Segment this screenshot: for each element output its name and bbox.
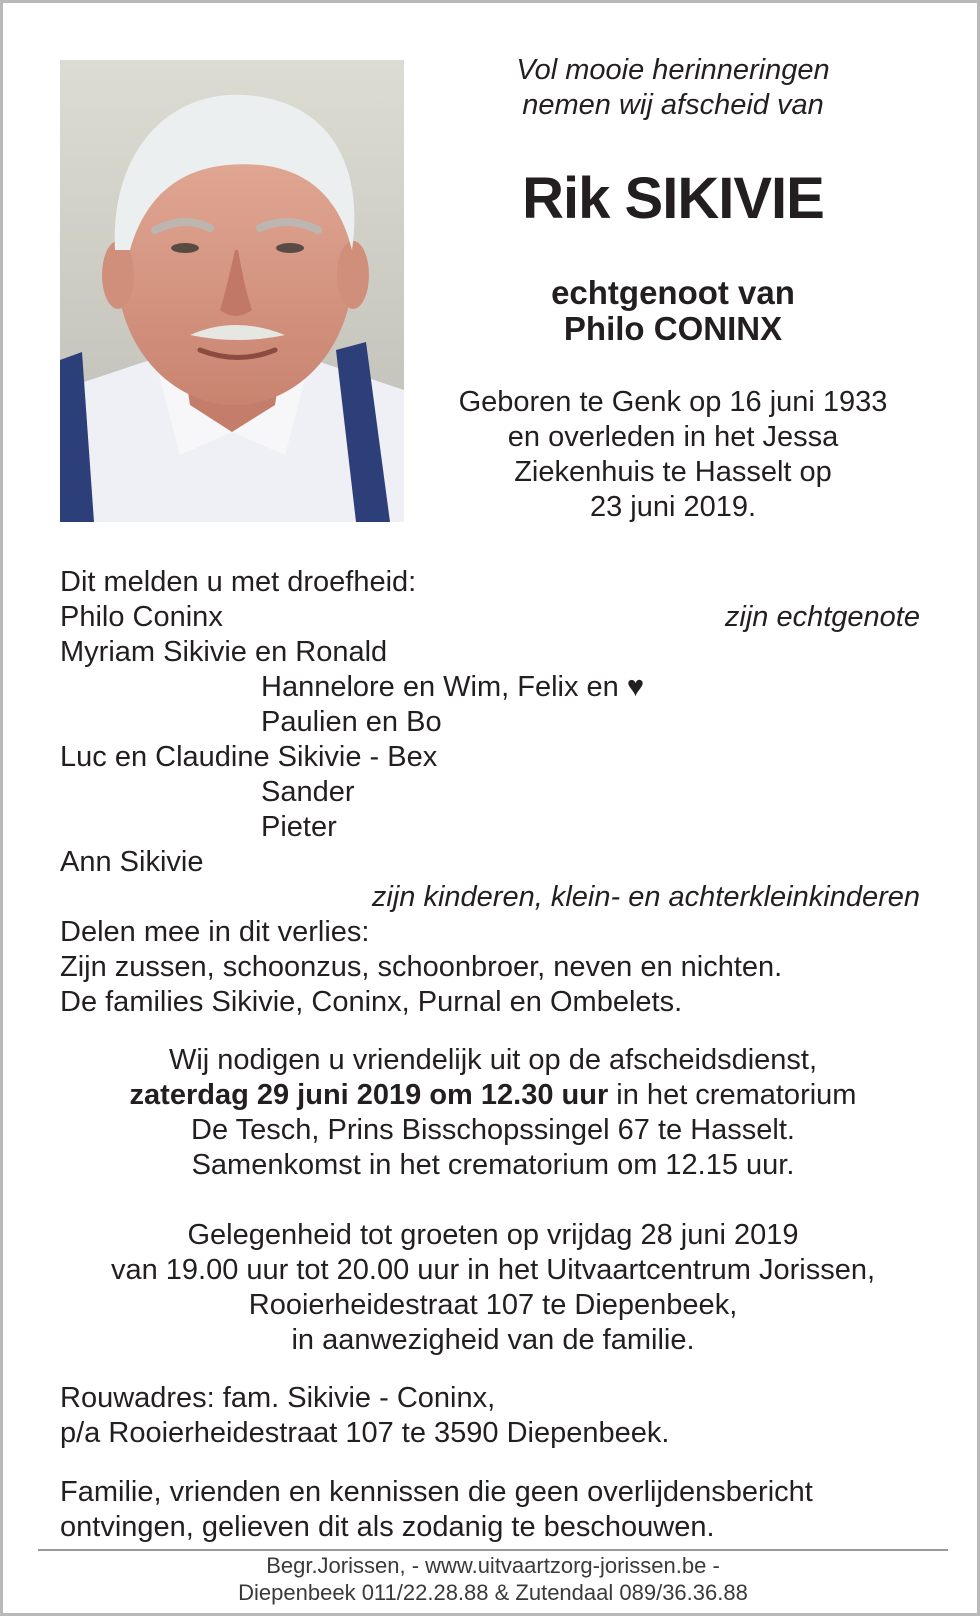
grandchild-3: Sander xyxy=(261,776,355,808)
spouse-name: Philo Coninx xyxy=(60,601,223,633)
birth-death-line-1: Geboren te Genk op 16 juni 1933 xyxy=(458,386,888,418)
grandchild-1: Hannelore en Wim, Felix en ♥ xyxy=(261,671,645,703)
families-line: De families Sikivie, Coninx, Purnal en Ombelets. xyxy=(60,986,683,1018)
mourning-address xyxy=(60,1381,940,1451)
intro-line-2: nemen wij afscheid van xyxy=(522,89,824,121)
intro-line-1: Vol mooie herinneringen xyxy=(516,54,830,86)
footer xyxy=(38,1552,948,1606)
birth-death-line-2: en overleden in het Jessa xyxy=(507,421,839,453)
ceremony-block xyxy=(33,1043,953,1358)
family-list xyxy=(60,565,920,1020)
ceremony-venue-intro: in het crematorium xyxy=(608,1079,857,1111)
child-3: Ann Sikivie xyxy=(60,846,204,878)
spouse-line-2: Philo CONINX xyxy=(563,310,783,347)
notice-block xyxy=(60,1475,940,1545)
visitation-line-4: in aanwezigheid van de familie. xyxy=(291,1324,695,1356)
child-2: Luc en Claudine Sikivie - Bex xyxy=(60,741,438,773)
portrait-illustration xyxy=(60,60,404,522)
visitation-line-3: Rooierheidestraat 107 te Diepenbeek, xyxy=(248,1289,738,1321)
footer-line-1: Begr.Jorissen, - www.uitvaartzorg-jorissen.be - xyxy=(266,1553,720,1578)
ceremony-line-4: Samenkomst in het crematorium om 12.15 uur. xyxy=(191,1149,795,1181)
footer-divider xyxy=(38,1549,948,1551)
birth-death-line-3: Ziekenhuis te Hasselt op xyxy=(514,456,832,488)
notice-line-2: ontvingen, gelieven dit als zodanig te beschouwen. xyxy=(60,1511,715,1543)
notice-line-1: Familie, vrienden en kennissen die geen overlijdensbericht xyxy=(60,1476,813,1508)
grandchild-4: Pieter xyxy=(261,811,337,843)
portrait-photo xyxy=(60,60,404,522)
ceremony-line-1: Wij nodigen u vriendelijk uit op de afscheidsdienst, xyxy=(168,1044,818,1076)
grandchild-2: Paulien en Bo xyxy=(261,706,442,738)
footer-line-2: Diepenbeek 011/22.28.88 & Zutendaal 089/36.36.88 xyxy=(238,1580,748,1605)
deceased-name: Rik SIKIVIE xyxy=(522,166,824,231)
child-1: Myriam Sikivie en Ronald xyxy=(60,636,388,668)
ceremony-datetime: zaterdag 29 juni 2019 om 12.30 uur xyxy=(129,1079,609,1111)
share-heading: Delen mee in dit verlies: xyxy=(60,916,370,948)
family-row-spouse xyxy=(60,600,920,635)
ceremony-line-2 xyxy=(33,1078,953,1113)
spouse-line-1: echtgenoot van xyxy=(551,274,795,311)
family-heading: Dit melden u met droefheid: xyxy=(60,566,417,598)
relatives-line: Zijn zussen, schoonzus, schoonbroer, neven en nichten. xyxy=(60,951,783,983)
ceremony-line-3: De Tesch, Prins Bisschopssingel 67 te Hasselt. xyxy=(191,1114,795,1146)
spouse-role: zijn echtgenote xyxy=(724,601,920,633)
address-line-2: p/a Rooierheidestraat 107 te 3590 Diepenbeek. xyxy=(60,1417,670,1449)
header-block xyxy=(423,53,923,525)
children-role: zijn kinderen, klein- en achterkleinkinderen xyxy=(371,881,920,913)
visitation-line-2: van 19.00 uur tot 20.00 uur in het Uitvaartcentrum Jorissen, xyxy=(110,1254,876,1286)
address-line-1: Rouwadres: fam. Sikivie - Coninx, xyxy=(60,1382,496,1414)
birth-death-line-4: 23 juni 2019. xyxy=(589,491,757,523)
visitation-line-1: Gelegenheid tot groeten op vrijdag 28 juni 2019 xyxy=(187,1219,799,1251)
